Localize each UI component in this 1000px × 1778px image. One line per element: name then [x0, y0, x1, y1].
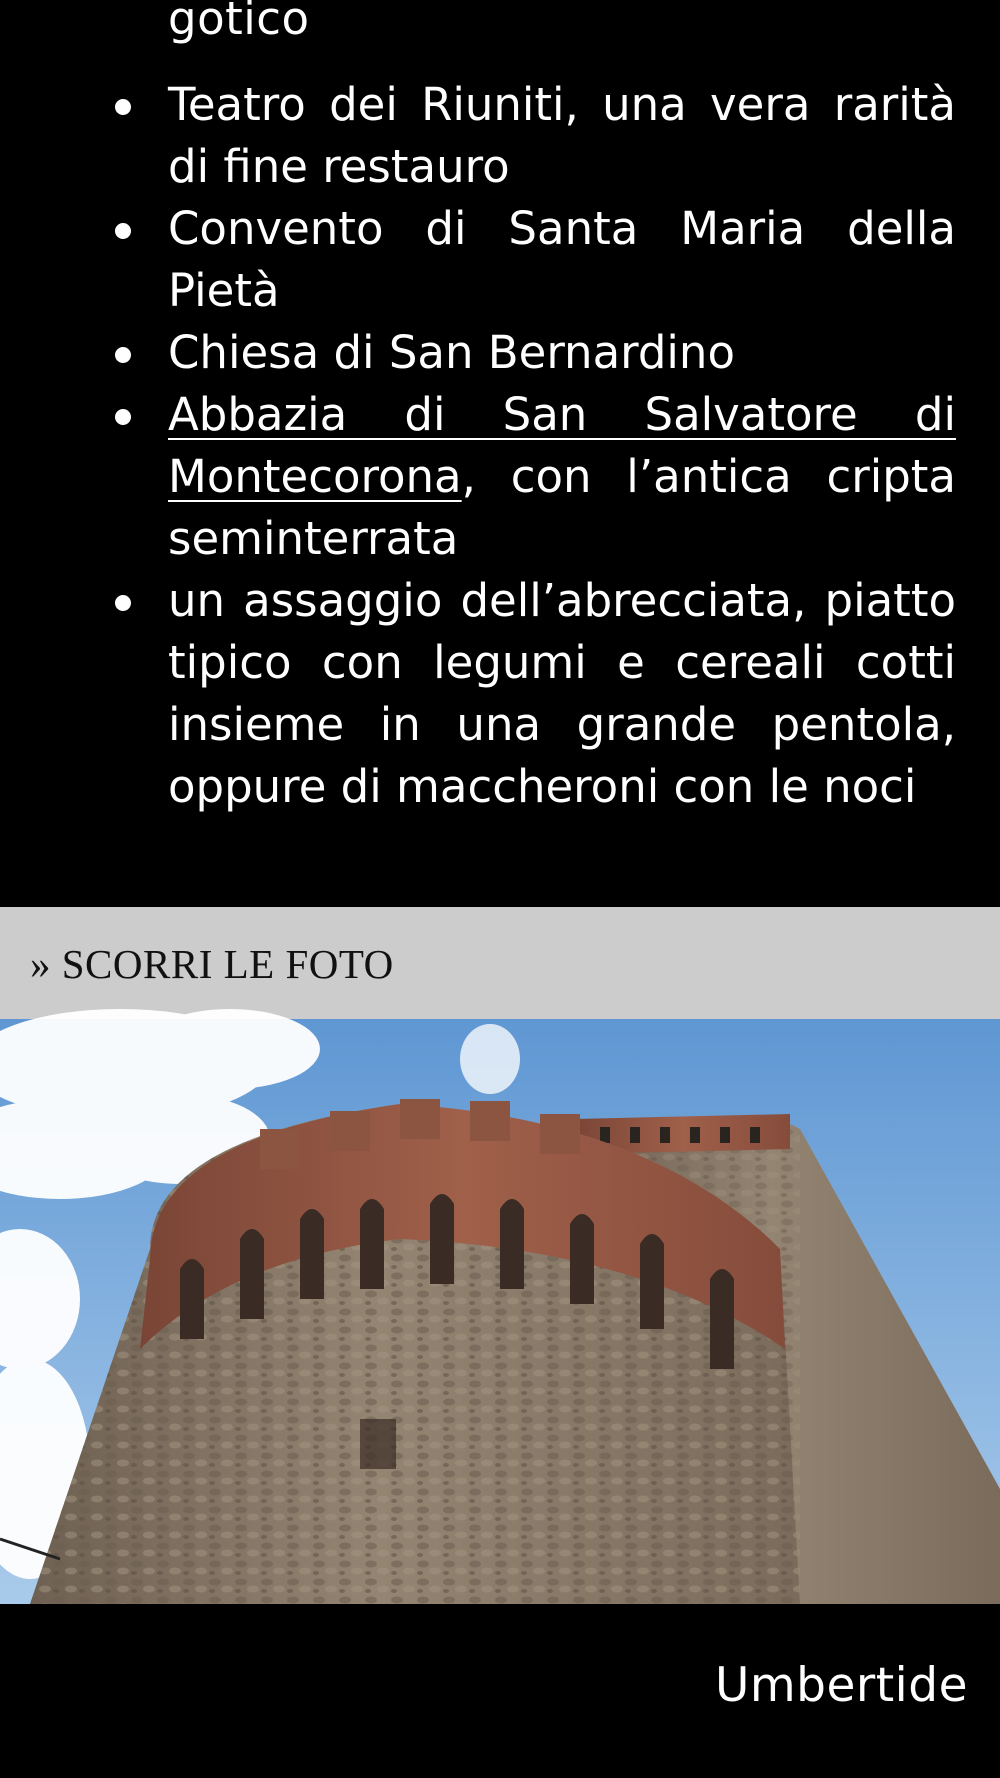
- list-item-text: Convento di Santa Maria della Pietà: [168, 202, 956, 317]
- bullet-icon: [115, 347, 131, 363]
- list-item-text: un assaggio dell’abrecciata, piatto tipico con legumi e cereali cotti insieme in una grande pentola, oppure di maccheroni con le noci: [168, 574, 956, 813]
- list-item: [0, 570, 956, 818]
- list-item: [0, 74, 956, 198]
- list-item: [0, 384, 956, 570]
- tower-photo-illustration: [0, 1019, 1000, 1604]
- bullet-icon: [115, 223, 131, 239]
- abbey-link[interactable]: Abbazia di San Salvatore di Montecorona: [168, 388, 956, 503]
- bullet-icon: [115, 595, 131, 611]
- photo-gallery-bar[interactable]: [0, 907, 1000, 1019]
- bullet-icon: [115, 99, 131, 115]
- photo-caption: Umbertide: [715, 1658, 968, 1713]
- list-item-text: [168, 384, 956, 570]
- bullet-icon: [115, 409, 131, 425]
- scroll-photos-label[interactable]: » SCORRI LE FOTO: [30, 941, 394, 987]
- list-item: [0, 322, 956, 384]
- list-item-text: Teatro dei Riuniti, una vera rarità di fine restauro: [168, 78, 956, 193]
- tower-photo[interactable]: [0, 1019, 1000, 1604]
- photo-caption-area: [0, 1604, 1000, 1778]
- list-item-text: Chiesa di San Bernardino: [168, 326, 735, 379]
- partial-line-top: [168, 0, 968, 45]
- attractions-list: [0, 74, 1000, 818]
- list-item-text-tail: , con l’antica cripta seminterrata: [168, 450, 956, 565]
- partial-line-fragment: gotico: [168, 0, 310, 45]
- list-item: [0, 198, 956, 322]
